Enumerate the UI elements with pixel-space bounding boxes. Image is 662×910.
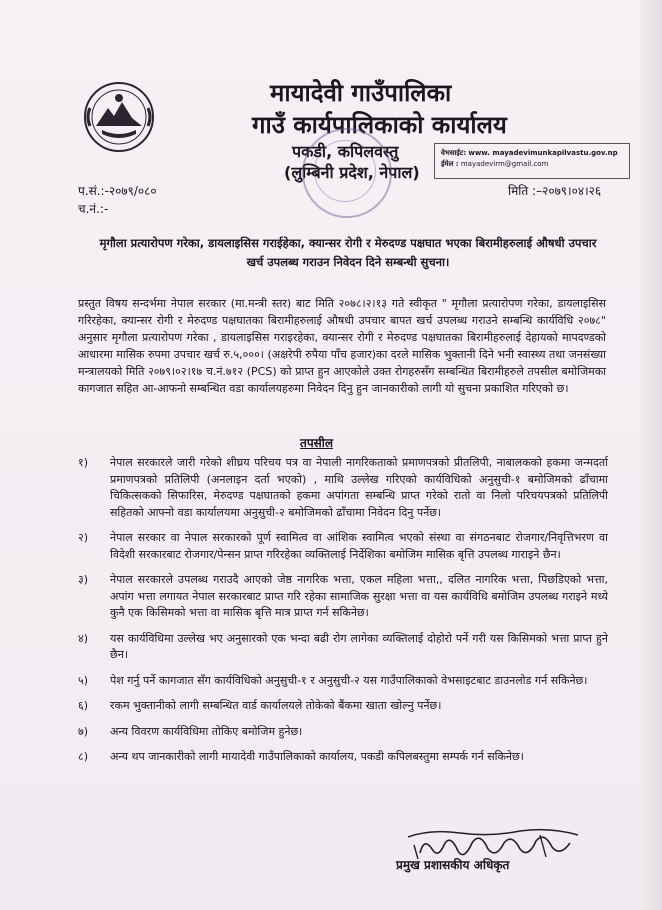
- website-label: वेभसाईट:: [441, 149, 467, 157]
- item-number: ३): [78, 573, 89, 586]
- paper-edge: [640, 0, 662, 910]
- item-text: रकम भुक्तानीको लागी सम्बन्धित वार्ड कार्यालयले तोकेको बैंकमा खाता खोल्नु पर्नेछ।: [110, 699, 442, 712]
- office-province: (लुम्बिनी प्रदेश, नेपाल): [284, 163, 420, 182]
- item-number: १): [78, 456, 89, 469]
- list-item: [78, 455, 608, 521]
- list-item: [78, 749, 608, 766]
- contact-box: [434, 143, 630, 179]
- details-heading: तपसील: [300, 436, 334, 450]
- item-number: ७): [78, 724, 89, 738]
- item-text: नेपाल सरकार वा नेपाल सरकारको पूर्ण स्वामित्व वा आंशिक स्वामित्व भएको संस्था वा संगठनबाट रोजगार/निवृत्तिभरण वा विदेशी सरकारबाट रोजगार/पेन्सन प्राप्त गरिरहेका व्यक्तिलाई निर्देशिका बमोजिम मासिक बृत्ति उपलब्ध गाराइने छैन।: [110, 531, 608, 561]
- item-text: नेपाल सरकारले उपलब्ध गराउदै आएको जेष्ठ नागरिक भत्ता, एकल महिला भत्ता,, दलित नागरिक भत्ता, पिछडिएको भत्ता, अपांग भत्ता लगायत नेपाल सरकारबाट प्राप्त गरि रहेका सामाजिक सुरक्षा भत्ता वा यस कार्यविधि बमोजिम उपलब्ध गराइने मध्ये कुनै एक किसिमको भत्ता वा मासिक बृत्ति मात्र प्राप्त गर्न सकिनेछ।: [110, 573, 608, 619]
- email-address: mayadevirm@gmail.com: [460, 160, 549, 168]
- letter-date: मिति :–२०७९।०४।२६: [508, 184, 602, 198]
- notice-body: प्रस्तुत विषय सन्दर्भमा नेपाल सरकार (मा.मन्त्री स्तर) बाट मिति २०७८।२।१३ गते स्वीकृत " मृगौला प्रत्यारोपण गरेका, डायलाइसिस गरिरहेका, क्यान्सर रोगी र मेरुदण्ड पक्षघातका बिरामीहरुलाई औषधी उपचार बापत खर्च उपलब्ध गराउने सम्बन्धि कार्यविधि २०७८" अनुसार मृगौला प्रत्यारोपण गरेका , डायलाइसिस गराइरहेका, क्यान्सर रोगी र मेरुदण्ड पक्षघातका बिरामीहरुलाई देहायको मापदण्डको आधारमा मासिक रुपमा उपचार खर्च रु.५,०००। (अक्षरेपी रुपैया पाँच हजार)का दरले मासिक भुक्तानी दिने भनी स्वास्थ्य तथा जनसंख्या मन्त्रालयको मिति २०७९।०२।१७ च.नं.७१२ (PCS) को प्राप्त हुन आएकोले उक्त रोगहरुसँग सम्बन्धित बिरामीहरुले तपसील बमोजिमका कागजात सहित आ-आफनो सम्बन्धित वडा कार्यालयहरुमा निवेदन दिनु हुन जानकारीको लागी यो सुचना प्रकाशित गरिएको छ।: [78, 297, 606, 395]
- item-text: नेपाल सरकारले जारी गरेको शीघ्रय परिचय पत्र वा नेपाली नागरिकताको प्रमाणपत्रको प्रीतलिपी, नाबालकको हकमा जन्मदर्ता प्रमाणपत्रको प्रतिलिपी (अनलाइन दर्ता भएको) , माथि उल्लेख गरिएको कार्यविधिको अनुसुची-१ बमोजिमको ढाँचामा चिकित्सकको सिफारिस, मेरुदण्ड पक्षघातको हकमा अपांगता सम्बन्धि प्राप्त गरेको रातो वा निलो परिचयपत्रको प्रतिलिपी सहितको आफ्नो वडा कार्यालयमा अनुसुची-२ बमोजिमको ढाँचामा निवेदन दिनु पर्नेछ।: [110, 456, 608, 519]
- email-label: ईमेल :: [441, 160, 459, 168]
- item-number: ६): [78, 699, 89, 712]
- list-item: [78, 673, 608, 690]
- website-url: www. mayadevimunkapilvastu.gov.np: [468, 149, 618, 157]
- office-address: पकडी, कपिलवस्तु: [292, 142, 399, 161]
- item-text: पेश गर्नु पर्ने कागजात सँग कार्यविधिको अनुसुची-१ र अनुसुची-२ यस गाउँपालिकाको वेभसाइटबाट डाउनलोड गर्न सकिनेछ।: [110, 673, 588, 687]
- notice-subject: मृगौला प्रत्यारोपण गरेका, डायलाइसिस गराईहेका, क्यान्सर रोगी र मेरुदण्ड पक्षघात भएका बिरामीहरुलाई औषधी उपचार खर्च उपलब्ध गराउन निवेदन दिने सम्बन्धी सुचना।: [99, 236, 597, 269]
- list-item: [78, 572, 608, 622]
- item-text: अन्य थप जानकारीको लागी मायादेवी गाउँपालिकाको कार्यालय, पकडी कपिलबस्तुमा सम्पर्क गर्न सकिनेछ।: [110, 750, 524, 763]
- list-item: [78, 530, 608, 563]
- dispatch-number: च.नं.:-: [78, 202, 109, 216]
- details-list: [78, 455, 608, 775]
- item-text: यस कार्यविधिमा उल्लेख भए अनुसारको एक भन्दा बढी रोग लागेका व्यक्तिलाई दोहोरो पर्ने गरी यस किसिमको भत्ता प्राप्त हुने छैन।: [110, 631, 608, 661]
- item-number: २): [78, 531, 89, 544]
- list-item: [78, 631, 608, 664]
- office-stamp-inner: [314, 140, 376, 202]
- nepal-emblem-icon: [80, 78, 158, 156]
- item-text: अन्य विवरण कार्यविधिमा तोकिए बमोजिम हुनेछ।: [110, 724, 303, 738]
- list-item: [78, 724, 608, 741]
- item-number: ५): [78, 673, 89, 687]
- signatory-designation: प्रमुख प्रशासकीय अधिकृत: [396, 858, 510, 872]
- list-item: [78, 698, 608, 715]
- office-name-line1: मायादेवी गाउँपालिका: [270, 79, 452, 107]
- office-name-line2: गाउँ कार्यपालिकाको कार्यालय: [252, 111, 507, 139]
- letter-number: प.सं.:-२०७९/०८०: [78, 184, 157, 198]
- item-number: ८): [78, 750, 89, 763]
- item-number: ४): [78, 631, 89, 645]
